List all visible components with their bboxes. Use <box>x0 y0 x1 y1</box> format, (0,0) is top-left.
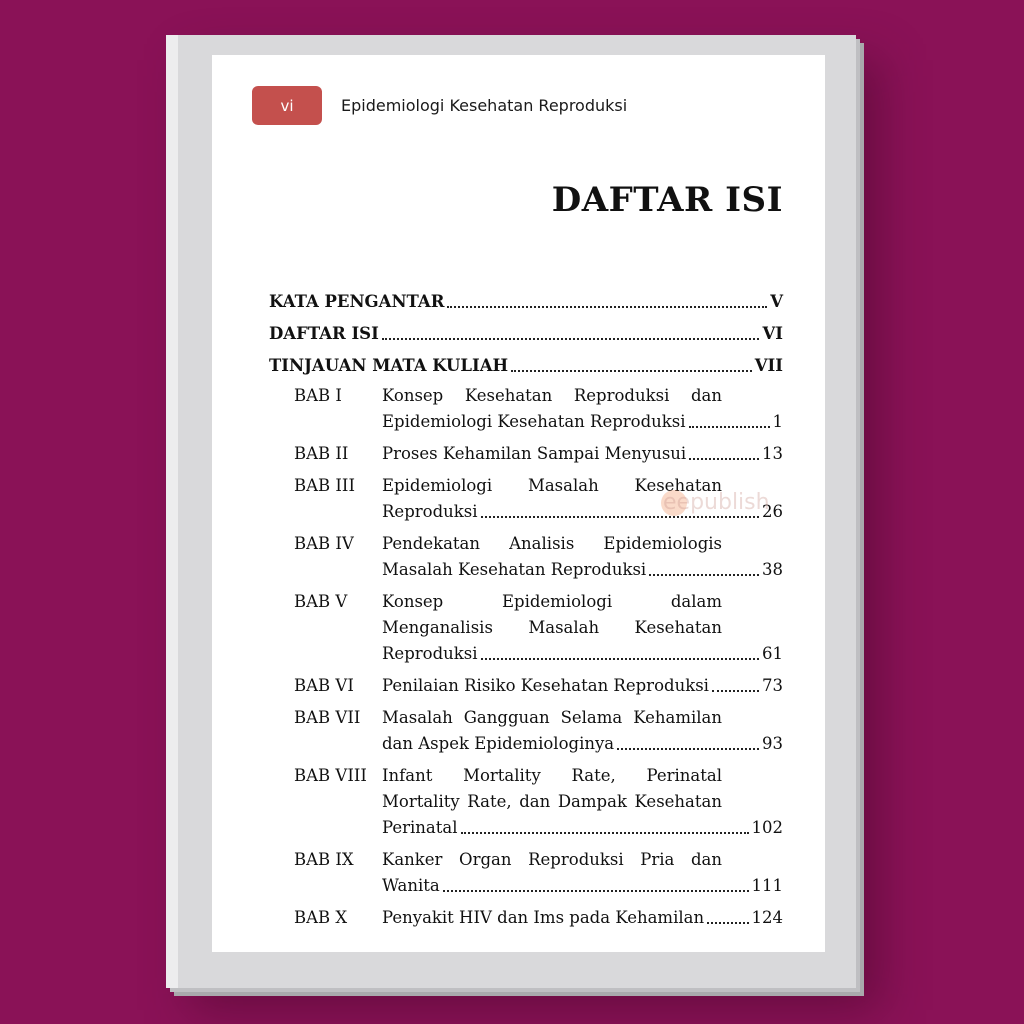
page-header <box>252 86 627 125</box>
chapter-title-last-line <box>382 557 783 583</box>
chapter-entry <box>269 589 783 667</box>
chapter-number: BAB III <box>294 476 355 495</box>
chapter-title-last-line <box>382 815 783 841</box>
dot-leader <box>511 369 752 372</box>
chapter-title-last-line <box>382 441 783 467</box>
chapter-number: BAB IX <box>294 850 354 869</box>
chapter-title-last-line <box>382 409 783 435</box>
dot-leader <box>689 457 759 460</box>
chapter-entry <box>269 847 783 899</box>
chapter-title-line: Konsep Epidemiologi dalam <box>382 592 722 611</box>
running-title: Epidemiologi Kesehatan Reproduksi <box>341 96 628 115</box>
chapter-title <box>382 905 783 931</box>
chapter-number: BAB VIII <box>294 766 367 785</box>
chapter-number: BAB X <box>294 908 348 927</box>
toc-entry-label: DAFTAR ISI <box>269 324 379 343</box>
chapter-title-last-line <box>382 731 783 757</box>
chapter-page: 73 <box>762 676 783 695</box>
chapter-page: 102 <box>751 818 783 837</box>
chapter-title <box>382 383 783 435</box>
chapter-page: 38 <box>762 560 783 579</box>
chapter-title-text: Wanita <box>382 876 440 895</box>
chapter-number: BAB VII <box>294 708 361 727</box>
chapter-entry <box>269 705 783 757</box>
dot-leader <box>649 573 759 576</box>
chapter-title <box>382 763 783 841</box>
page-number-badge: vi <box>252 86 322 125</box>
chapter-number: BAB VI <box>294 676 354 695</box>
page-title: DAFTAR ISI <box>551 180 783 220</box>
toc-entry-page: V <box>770 292 783 311</box>
toc-entry-page: VII <box>754 356 783 375</box>
chapter-title <box>382 531 783 583</box>
dot-leader <box>447 305 767 308</box>
chapter-page: 124 <box>751 908 783 927</box>
chapter-title-text: Reproduksi <box>382 644 478 663</box>
dot-leader <box>382 337 760 340</box>
toc-entry-page: VI <box>762 324 783 343</box>
chapter-title-text: Masalah Kesehatan Reproduksi <box>382 560 647 579</box>
chapter-title-last-line <box>382 641 783 667</box>
toc-entry-label: TINJAUAN MATA KULIAH <box>269 356 509 375</box>
chapter-title-text: Penilaian Risiko Kesehatan Reproduksi <box>382 676 709 695</box>
chapter-title-last-line <box>382 673 783 699</box>
chapter-title-line: Epidemiologi Masalah Kesehatan <box>382 476 722 495</box>
table-of-contents <box>269 283 783 937</box>
chapter-entry <box>269 383 783 435</box>
dot-leader <box>617 747 759 750</box>
chapter-page: 111 <box>751 876 783 895</box>
dot-leader <box>712 689 759 692</box>
chapter-title-text: Penyakit HIV dan Ims pada Kehamilan <box>382 908 705 927</box>
toc-entry-label: KATA PENGANTAR <box>269 292 445 311</box>
chapter-title-line: Infant Mortality Rate, Perinatal <box>382 766 722 785</box>
chapter-title-line: Konsep Kesehatan Reproduksi dan <box>382 386 722 405</box>
chapter-number: BAB I <box>294 386 342 405</box>
chapter-entry <box>269 763 783 841</box>
watermark: eepublish <box>663 490 770 515</box>
chapter-title-line: Pendekatan Analisis Epidemiologis <box>382 534 722 553</box>
dot-leader <box>461 831 749 834</box>
chapter-title-text: Perinatal <box>382 818 458 837</box>
dot-leader <box>481 657 759 660</box>
chapter-page: 93 <box>762 734 783 753</box>
chapter-number: BAB II <box>294 444 349 463</box>
chapter-title-text: Reproduksi <box>382 502 478 521</box>
chapter-page: 1 <box>772 412 783 431</box>
toc-entry <box>269 347 783 379</box>
chapter-title <box>382 705 783 757</box>
chapter-number: BAB IV <box>294 534 354 553</box>
chapter-page: 26 <box>762 502 783 521</box>
chapter-title-text: dan Aspek Epidemiologinya <box>382 734 615 753</box>
chapter-entry <box>269 531 783 583</box>
dot-leader <box>689 425 770 428</box>
chapter-title-text: Proses Kehamilan Sampai Menyusui <box>382 444 687 463</box>
chapter-title <box>382 589 783 667</box>
dot-leader <box>707 921 748 924</box>
chapter-title-last-line <box>382 873 783 899</box>
toc-entry <box>269 283 783 315</box>
chapter-page: 13 <box>762 444 783 463</box>
chapter-title <box>382 847 783 899</box>
chapter-title <box>382 673 783 699</box>
chapter-title-last-line <box>382 905 783 931</box>
chapter-entry <box>269 441 783 467</box>
chapter-title <box>382 441 783 467</box>
chapter-title-line: Menganalisis Masalah Kesehatan <box>382 618 722 637</box>
chapter-number: BAB V <box>294 592 348 611</box>
chapter-title-line: Masalah Gangguan Selama Kehamilan <box>382 708 722 727</box>
dot-leader <box>481 515 759 518</box>
chapter-title-line: Kanker Organ Reproduksi Pria dan <box>382 850 722 869</box>
toc-entry <box>269 315 783 347</box>
chapter-title-text: Epidemiologi Kesehatan Reproduksi <box>382 412 686 431</box>
chapter-entry <box>269 905 783 931</box>
book-page <box>212 55 825 952</box>
dot-leader <box>443 889 749 892</box>
chapter-title-line: Mortality Rate, dan Dampak Kesehatan <box>382 792 722 811</box>
chapter-page: 61 <box>762 644 783 663</box>
chapter-entry <box>269 673 783 699</box>
